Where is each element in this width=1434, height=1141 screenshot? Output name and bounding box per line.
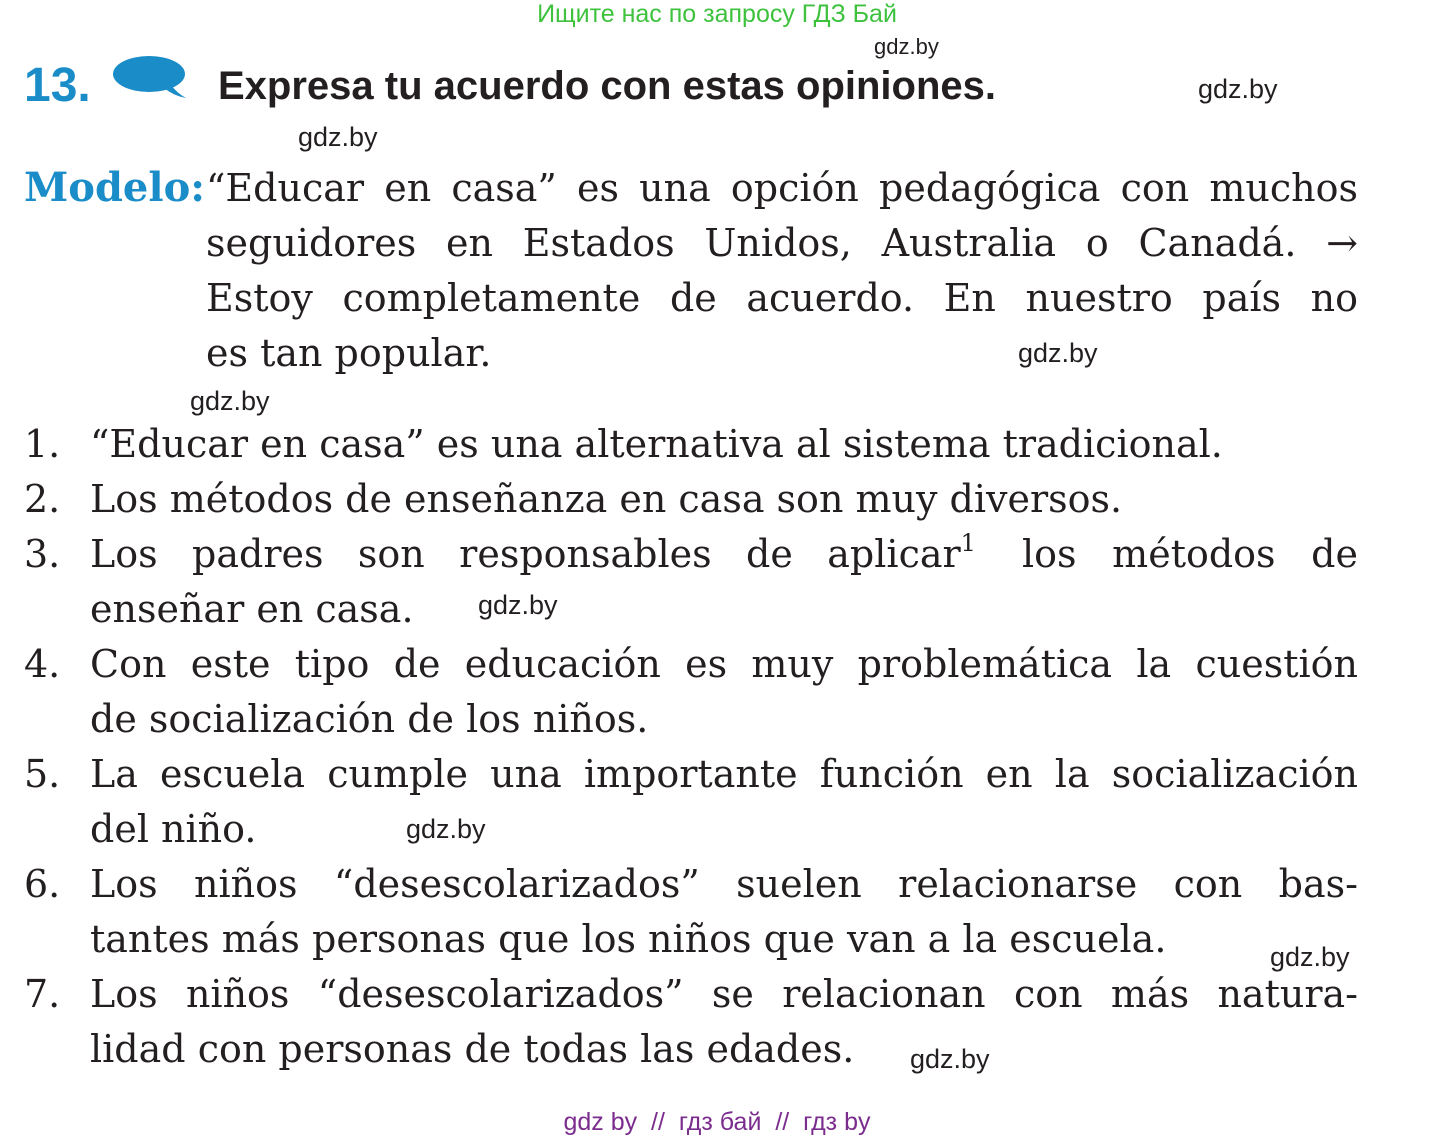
item-text-part — [1022, 532, 1358, 576]
watermark: gdz.by — [406, 814, 486, 844]
speech-bubble-icon — [112, 54, 190, 102]
modelo-line: es tan popular. — [206, 331, 492, 375]
item-text: del niño. — [90, 807, 257, 851]
exercise-number: 13. — [24, 59, 91, 112]
item-number: 4. — [24, 642, 61, 686]
item-text — [90, 529, 1358, 576]
word: responsables — [459, 532, 712, 576]
word: de — [746, 532, 793, 576]
item-number: 1. — [24, 422, 61, 466]
item-text: Los métodos de enseñanza en casa son muy diversos. — [90, 477, 1123, 521]
modelo-line: “Educar en casa” es una opción pedagógica con muchos — [206, 166, 1358, 210]
item-text: La escuela cumple una importante función en la socialización — [90, 752, 1358, 796]
word: padres — [192, 532, 324, 576]
watermark: gdz.by — [1270, 942, 1350, 972]
item-number: 5. — [24, 752, 61, 796]
item-number: 3. — [24, 532, 61, 576]
watermark: gdz.by — [1018, 338, 1098, 368]
word: aplicar$^1$ — [827, 529, 976, 576]
item-text: “Educar en casa” es una alternativa al sistema tradicional. — [90, 422, 1223, 466]
word: métodos — [1112, 532, 1276, 576]
watermark: gdz.by — [910, 1044, 990, 1074]
watermark: gdz.by — [298, 122, 378, 152]
item-text: de socialización de los niños. — [90, 697, 649, 741]
item-number: 7. — [24, 972, 61, 1016]
item-number: 6. — [24, 862, 61, 906]
item-text-part — [90, 529, 976, 576]
watermark: gdz.by — [478, 590, 558, 620]
modelo-line: Estoy completamente de acuerdo. En nuestro país no — [206, 276, 1358, 320]
watermark: gdz.by — [1198, 74, 1278, 104]
word: Los — [90, 532, 158, 576]
footnote-mark: 1 — [960, 529, 976, 557]
exercise-title: Expresa tu acuerdo con estas opiniones. — [218, 64, 997, 108]
item-text: lidad con personas de todas las edades. — [90, 1027, 855, 1071]
item-text: enseñar en casa. — [90, 587, 414, 631]
word: de — [1311, 532, 1358, 576]
modelo-line: seguidores en Estados Unidos, Australia o Canadá. → — [206, 221, 1358, 265]
item-text: Los niños “desescolarizados” suelen relacionarse con bas- — [90, 862, 1358, 906]
word: son — [357, 532, 425, 576]
top-banner: Ищите нас по запросу ГДЗ Бай — [537, 0, 897, 28]
item-number: 2. — [24, 477, 61, 521]
footer: gdz by // гдз бай // гдз by — [563, 1108, 871, 1136]
watermark: gdz.by — [874, 34, 939, 59]
item-text: tantes más personas que los niños que van a la escuela. — [90, 917, 1167, 961]
item-text: Con este tipo de educación es muy problemática la cuestión — [90, 642, 1358, 686]
watermark: gdz.by — [190, 386, 270, 416]
word: los — [1022, 532, 1077, 576]
modelo-label: Modelo: — [24, 164, 206, 211]
item-text: Los niños “desescolarizados” se relacionan con más natura- — [90, 972, 1358, 1016]
